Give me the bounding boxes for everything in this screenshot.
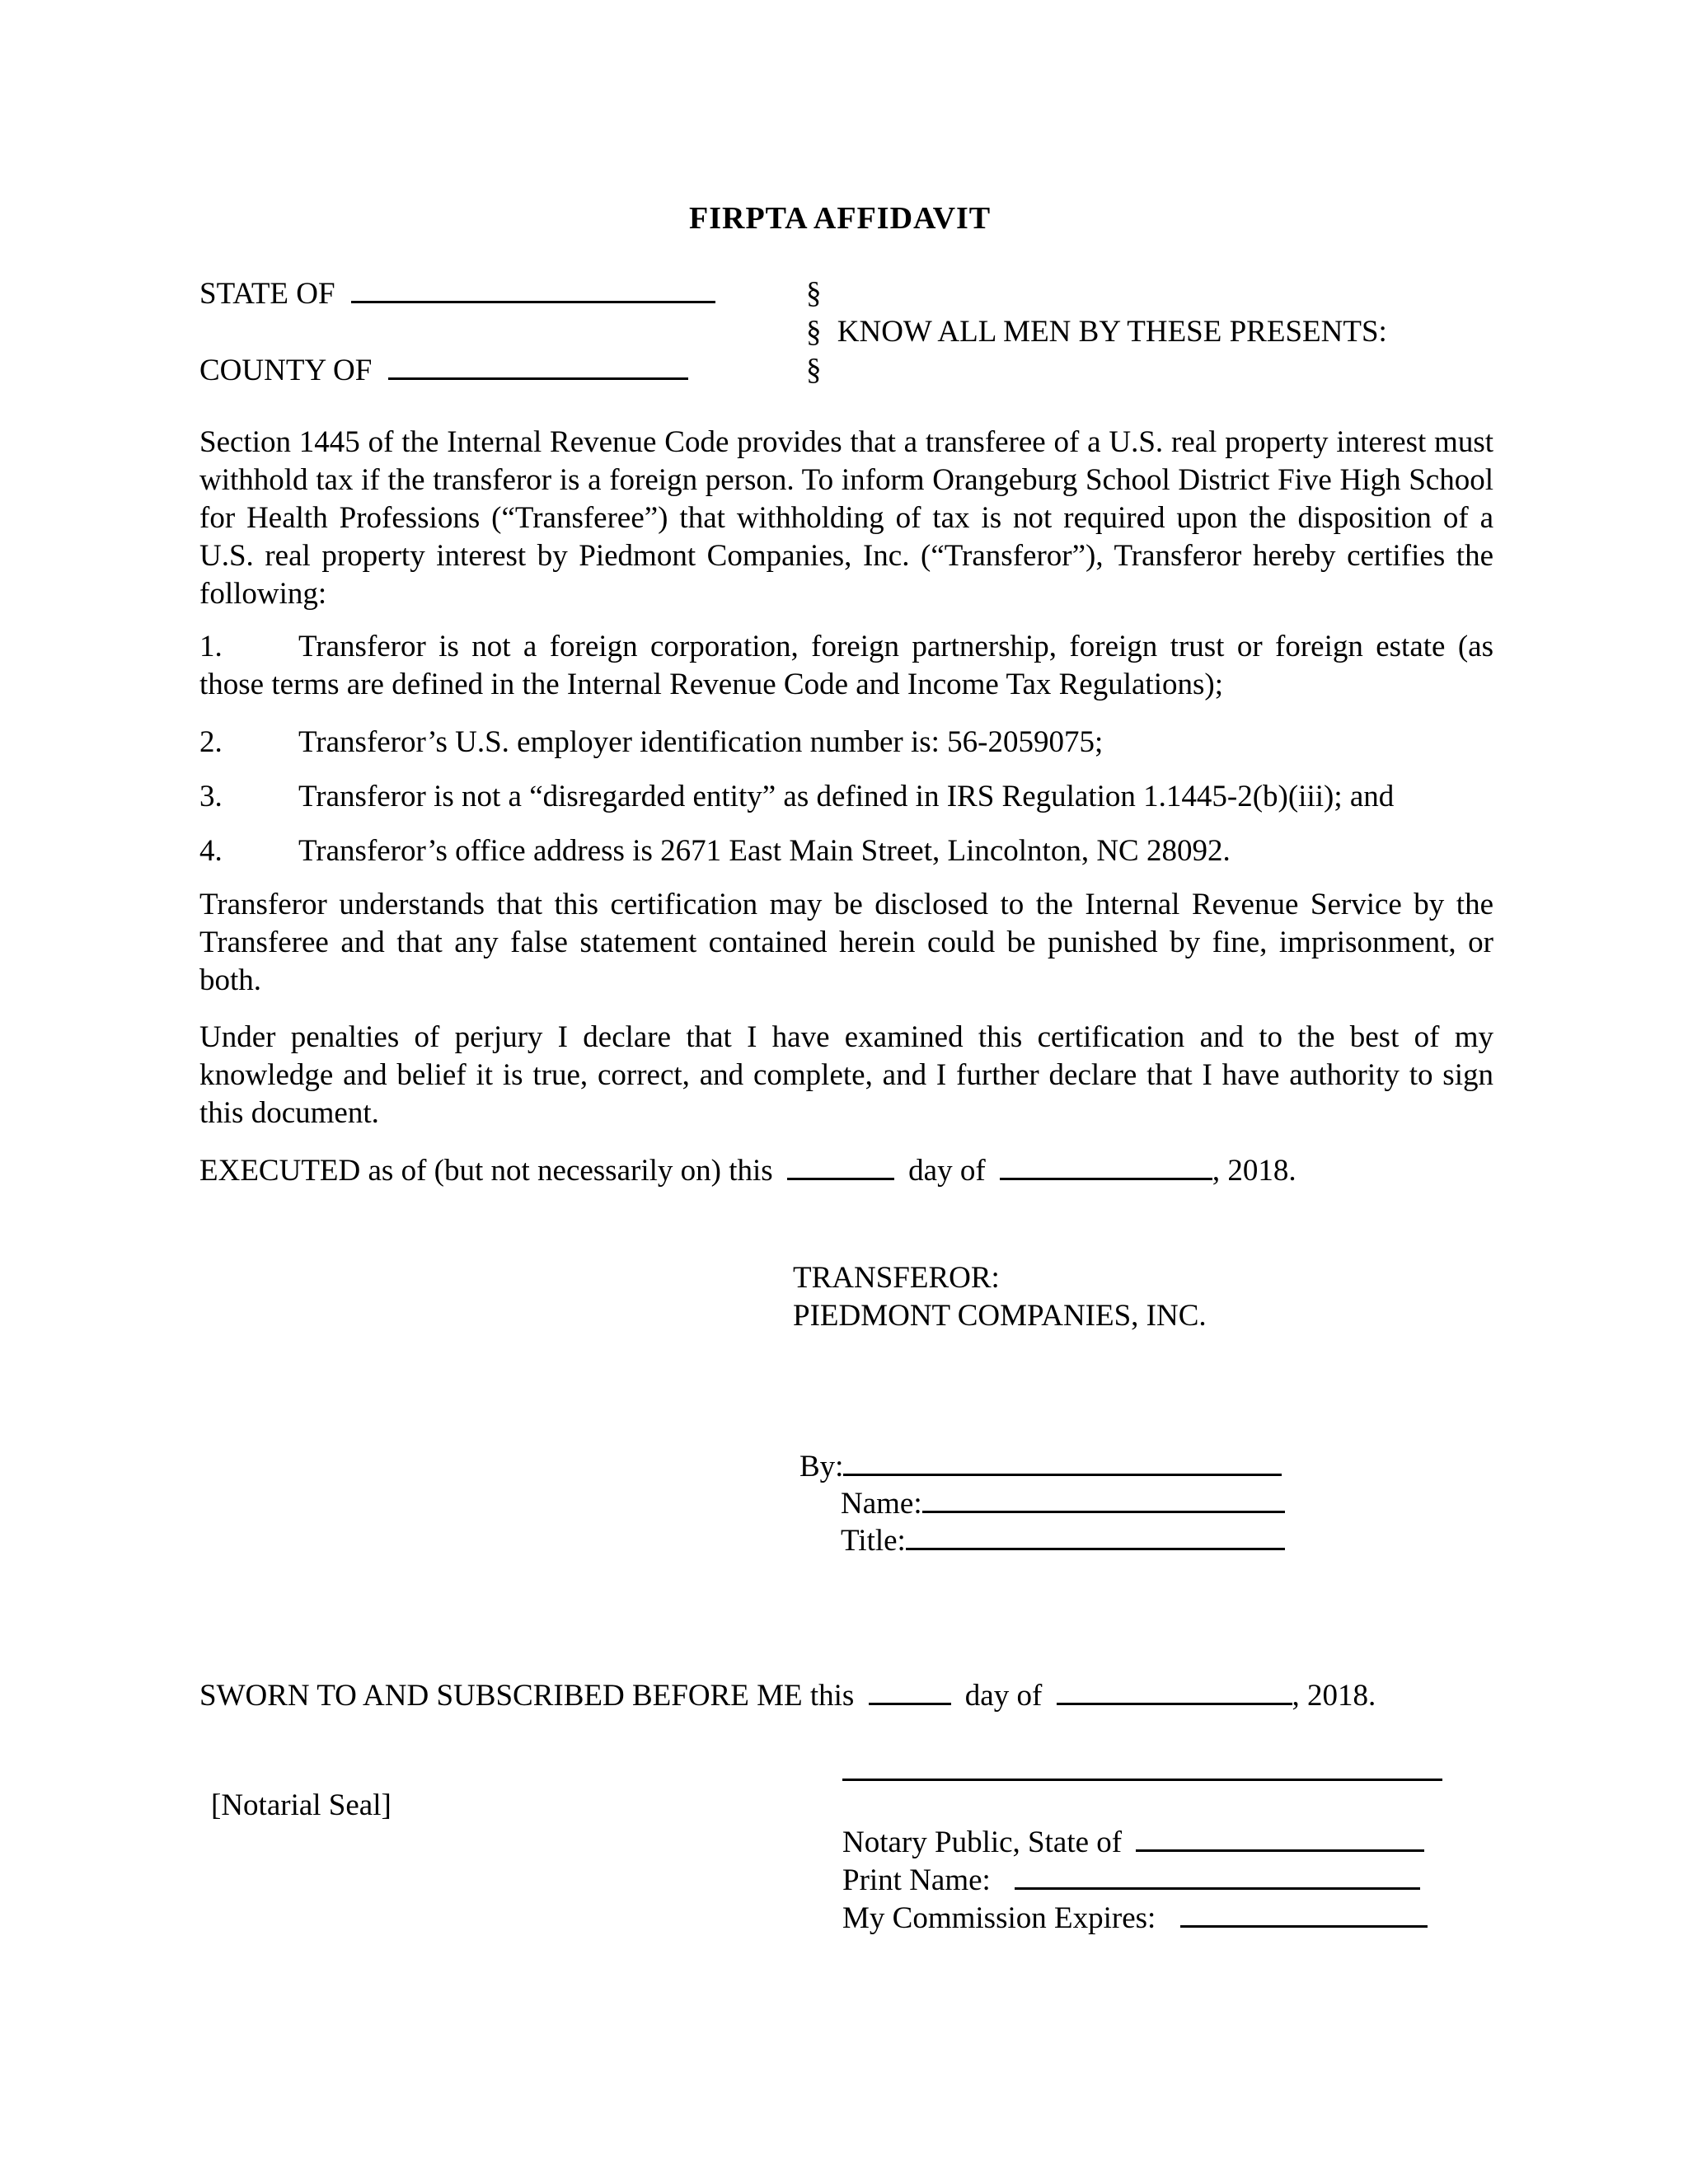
know-all-row xyxy=(806,313,1387,351)
notary-signature-line[interactable] xyxy=(842,1779,1442,1781)
notary-print-blank[interactable] xyxy=(1015,1861,1420,1890)
section-symbol-2: § xyxy=(806,315,822,349)
item-2: 2. Transferor’s U.S. employer identification number is: 56-2059075; xyxy=(199,725,1104,759)
title-row: Title: xyxy=(841,1521,1285,1560)
notary-expires-row: My Commission Expires: xyxy=(842,1899,1428,1938)
sworn-day-blank[interactable] xyxy=(869,1676,951,1705)
sworn-month-blank[interactable] xyxy=(1057,1676,1292,1705)
notary-print-row: Print Name: xyxy=(842,1861,1420,1900)
item-3: 3. Transferor is not a “disregarded entity” as defined in IRS Regulation 1.1445-2(b)(iii); and xyxy=(199,780,1395,813)
section-symbol-3: § xyxy=(806,353,822,387)
transferor-label: TRANSFEROR: xyxy=(793,1261,1000,1295)
company-name: PIEDMONT COMPANIES, INC. xyxy=(793,1299,1207,1333)
intro-paragraph: Section 1445 of the Internal Revenue Code provides that a transferee of a U.S. real property interest must withhold tax if the transferor is a foreign person. To inform Orangeburg School District Five High School for Health Professions (“Transferee”) that withholding of tax is not required upon the disposition of a U.S. real property interest by Piedmont Companies, Inc. (“Transferor”), Transferor hereby certifies the following: xyxy=(199,425,1493,611)
know-all-text: KNOW ALL MEN BY THESE PRESENTS: xyxy=(837,315,1387,349)
executed-line: EXECUTED as of (but not necessarily on) this day of , 2018. xyxy=(199,1151,1296,1190)
item-1: 1. Transferor is not a foreign corporation, foreign partnership, foreign trust or foreign estate (as those terms are defined in the Internal Revenue Code and Income Tax Regulations); xyxy=(199,630,1493,701)
by-row: By: xyxy=(799,1447,1282,1486)
executed-month-blank[interactable] xyxy=(1000,1151,1212,1180)
county-blank[interactable] xyxy=(388,351,688,380)
sworn-line: SWORN TO AND SUBSCRIBED BEFORE ME this day of , 2018. xyxy=(199,1676,1376,1715)
notary-expires-blank[interactable] xyxy=(1180,1899,1428,1928)
name-row: Name: xyxy=(841,1484,1285,1523)
perjury-paragraph: Under penalties of perjury I declare that I have examined this certification and to the best of my knowledge and belief it is true, correct, and complete, and I further declare that I have authority to sign this document. xyxy=(199,1020,1493,1130)
state-label: STATE OF xyxy=(199,277,335,311)
notary-state-blank[interactable] xyxy=(1136,1823,1424,1852)
section-symbol-1: § xyxy=(806,276,822,310)
state-blank[interactable] xyxy=(351,274,715,303)
county-row xyxy=(199,351,688,390)
state-row xyxy=(199,274,715,313)
document-title: FIRPTA AFFIDAVIT xyxy=(689,201,992,236)
notary-state-row: Notary Public, State of xyxy=(842,1823,1424,1862)
item-4: 4. Transferor’s office address is 2671 East Main Street, Lincolnton, NC 28092. xyxy=(199,834,1231,868)
title-blank[interactable] xyxy=(906,1521,1285,1550)
notarial-seal: [Notarial Seal] xyxy=(211,1788,392,1822)
understand-paragraph: Transferor understands that this certification may be disclosed to the Internal Revenue Service by the Transferee and that any false statement contained herein could be punished by fine, imprisonment, or both. xyxy=(199,888,1493,997)
by-signature-blank[interactable] xyxy=(843,1447,1282,1476)
county-label: COUNTY OF xyxy=(199,354,373,387)
executed-day-blank[interactable] xyxy=(787,1151,894,1180)
name-blank[interactable] xyxy=(922,1484,1285,1513)
